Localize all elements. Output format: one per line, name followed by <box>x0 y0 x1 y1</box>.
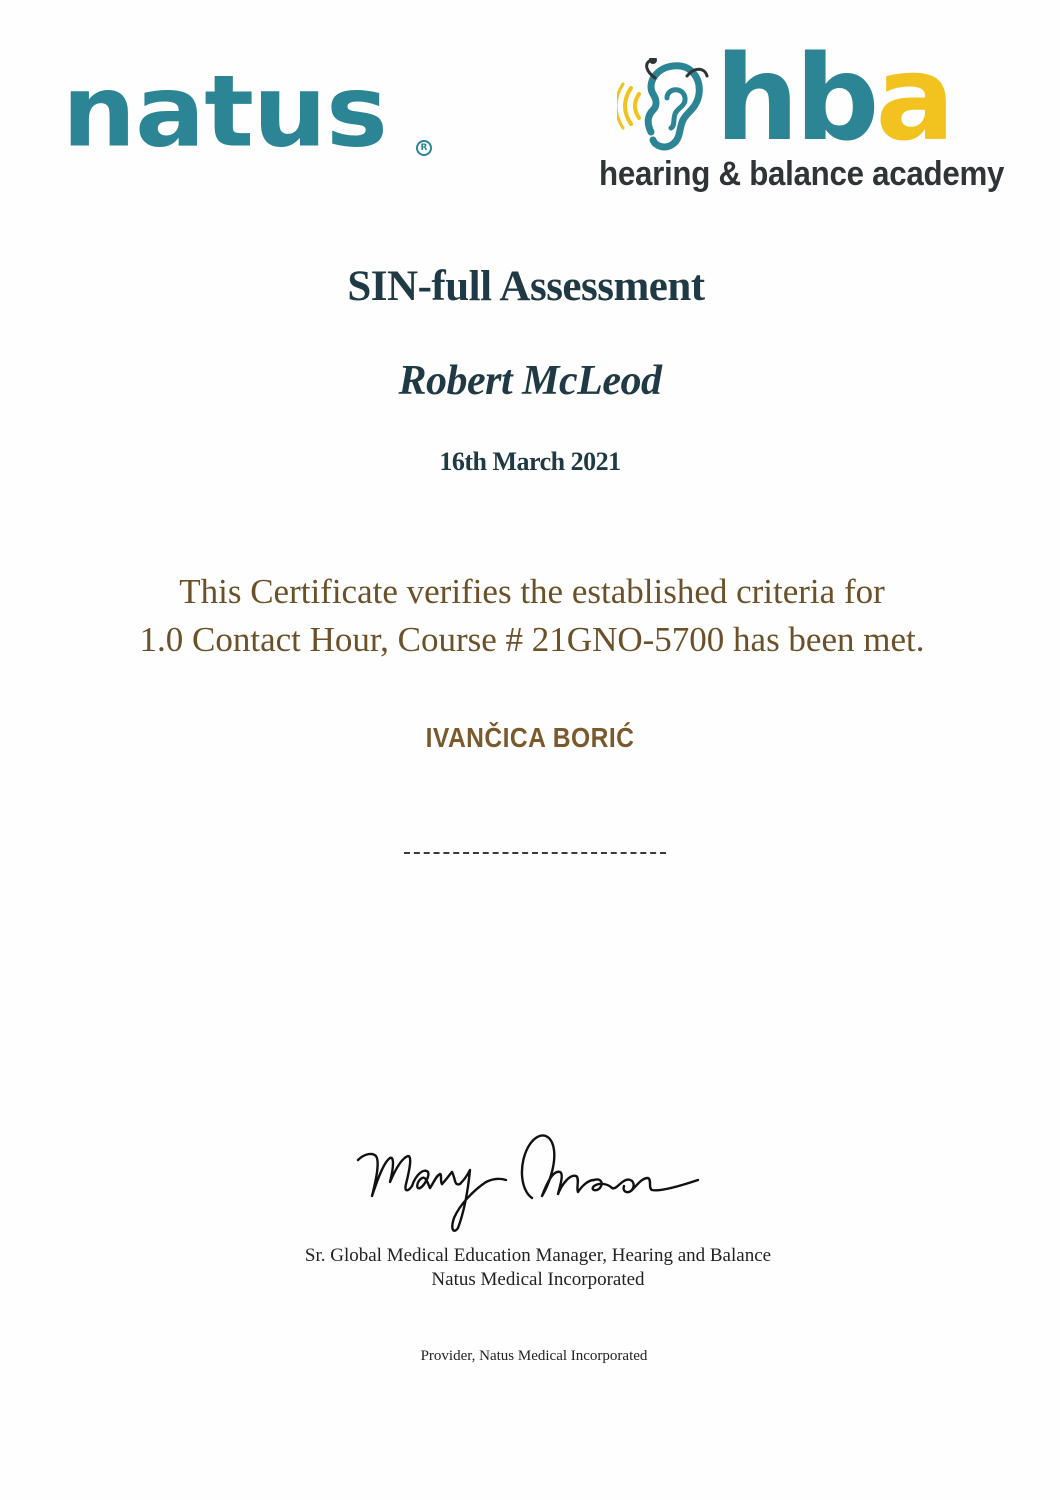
hba-logo-letters <box>715 29 952 167</box>
signatory-title-line: Sr. Global Medical Education Manager, Hearing and Balance <box>304 1245 772 1266</box>
natus-logo <box>62 53 442 172</box>
dashed-separator <box>404 852 666 854</box>
ear-with-sound-waves-icon <box>617 58 717 158</box>
recipient-name: IVANČICA BORIĆ <box>425 722 635 753</box>
course-title: SIN-full Assessment <box>347 263 705 310</box>
hba-letter-h: h <box>715 29 796 167</box>
hba-logo <box>599 29 1015 202</box>
registered-trademark-icon: R <box>416 140 432 156</box>
natus-logo-text: natus <box>62 53 387 170</box>
provider-line: Provider, Natus Medical Incorporated <box>420 1348 648 1364</box>
statement-line: This Certificate verifies the established criteria for <box>179 572 885 611</box>
signatory-organization: Natus Medical Incorporated <box>431 1269 645 1290</box>
certificate-statement <box>0 568 1060 664</box>
presenter-name: Robert McLeod <box>398 358 662 404</box>
hba-letter-a: a <box>875 29 952 167</box>
hba-letter-b: b <box>795 29 876 167</box>
course-date: 16th March 2021 <box>439 447 621 476</box>
hba-tagline: hearing & balance academy <box>599 155 1005 193</box>
signatory-title <box>0 1244 1060 1292</box>
statement-line: 1.0 Contact Hour, Course # 21GNO-5700 has been met. <box>139 620 925 659</box>
handwritten-signature <box>350 1120 710 1240</box>
